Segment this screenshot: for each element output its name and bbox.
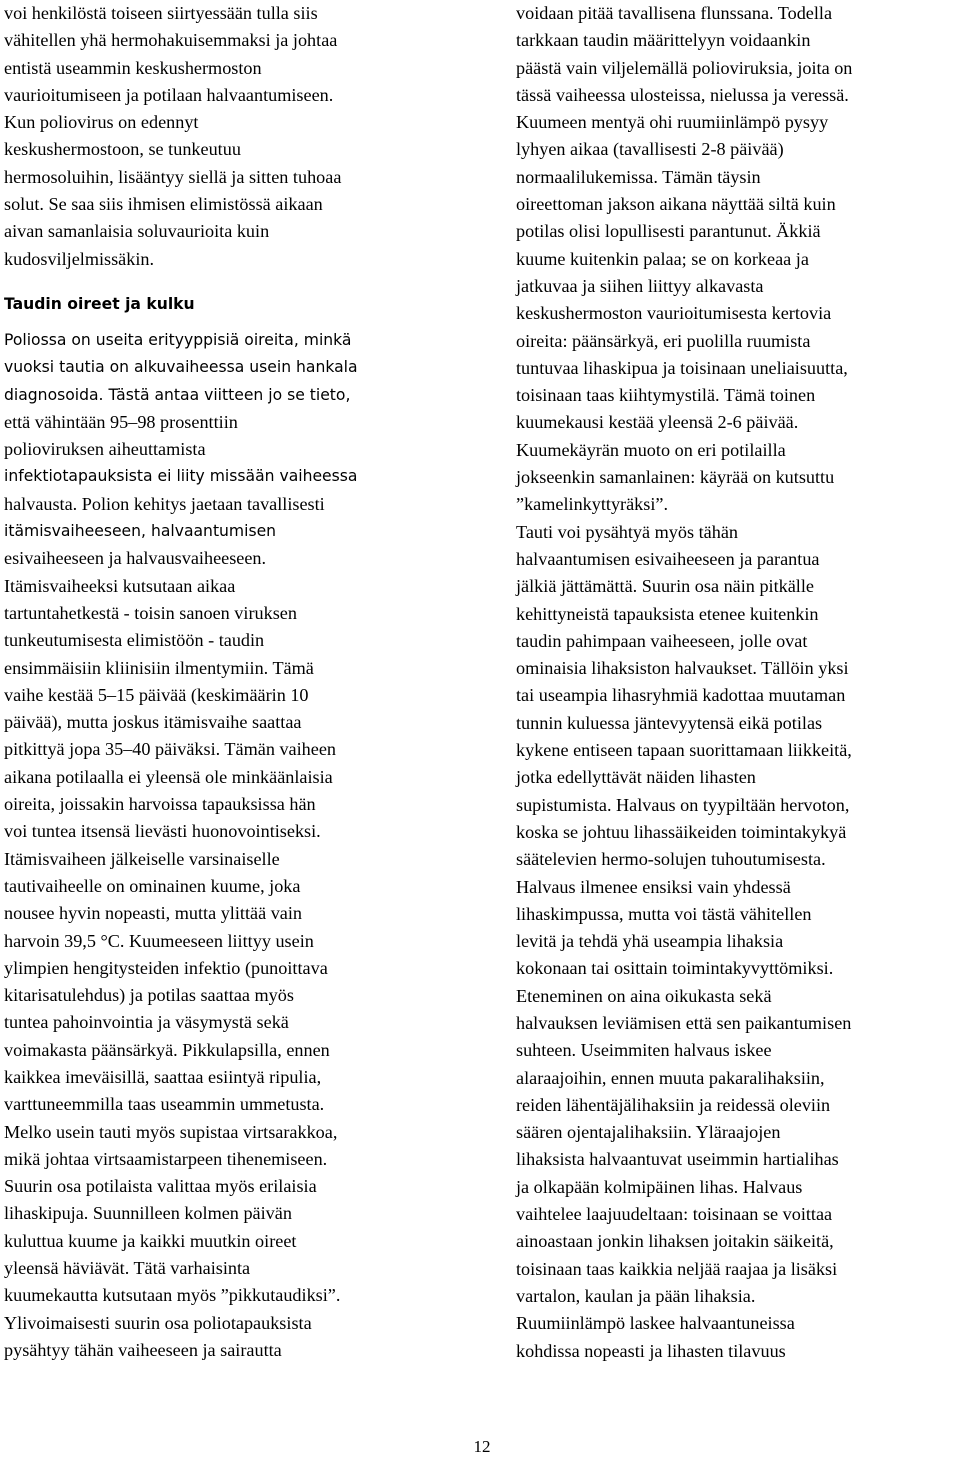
text-line: lihaksista halvaantuvat useimmin hartialihas [516,1149,839,1170]
text-line: voi henkilöstä toiseen siirtyessään tulla siis [4,3,318,23]
text-line: potilas olisi lopullisesti parantunut. Äkkiä [516,221,821,242]
text-line: kehittyneistä tapauksista etenee kuitenkin [516,603,819,624]
text-line: toisinaan taas kaikkia neljää raajaa ja lisäksi [516,1258,838,1279]
paragraph-incubation [4,573,444,1365]
text-line: tunkeutumisesta elimistöön - taudin [4,630,265,651]
text-line: aikana potilaalla ei yleensä ole minkäänlaisia [4,766,333,787]
text-line: että vähintään 95–98 prosenttiin [4,411,238,432]
text-line: tartuntahetkestä - toisin sanoen viruksen [4,602,297,623]
text-line: supistumista. Halvaus on tyypiltään hervoton, [516,794,850,815]
text-line: taudin pahimpaan vaiheeseen, jolle ovat [516,630,808,651]
text-line: harvoin 39,5 °C. Kuumeeseen liittyy usein [4,930,314,951]
text-line: yleensä häviävät. Tätä varhaisinta [4,1258,251,1279]
text-line: nousee hyvin nopeasti, mutta ylittää vain [4,903,303,924]
paragraph-intro [4,0,444,273]
text-line: voidaan pitää tavallisena flunssana. Todella [516,3,833,23]
text-line: toisinaan taas kiihtymystilä. Tämä toinen [516,385,816,406]
text-line: pitkittyä jopa 35–40 päiväksi. Tämän vaiheen [4,739,337,760]
text-line: tarkkaan taudin määrittelyyn voidaankin [516,30,811,51]
text-line: halvaantumisen esivaiheeseen ja parantua [516,548,820,569]
text-line: diagnosoida. Tästä antaa viitteen jo se tieto, [4,385,351,404]
text-line: jotka edellyttävät näiden lihasten [516,767,756,788]
text-line: keskushermostoon, se tunkeutuu [4,139,241,160]
text-line: entistä useammin keskushermoston [4,57,262,78]
text-line: koska se johtuu lihassäikeiden toimintakykyä [516,821,847,842]
text-line: vaurioitumiseen ja potilaan halvaantumiseen. [4,84,334,105]
text-line: Ylivoimaisesti suurin osa poliotapauksista [4,1312,312,1333]
text-line: lyhyen aikaa (tavallisesti 2-8 päivää) [516,139,784,160]
text-line: tässä vaiheessa ulosteissa, nielussa ja veressä. [516,84,849,105]
text-line: kaikkea imeväisillä, saattaa esiintyä ripulia, [4,1066,322,1087]
text-line: vaihtelee laajuudeltaan: toisinaan se voittaa [516,1204,833,1225]
text-line: Ruumiinlämpö laskee halvaantuneissa [516,1313,795,1334]
text-line: säären ojentajalihaksiin. Yläraajojen [516,1122,781,1143]
text-line: Melko usein tauti myös supistaa virtsarakkoa, [4,1121,338,1142]
text-line: itämisvaiheeseen, halvaantumisen [4,522,277,541]
text-line: voimakasta päänsärkyä. Pikkulapsilla, ennen [4,1039,330,1060]
text-line: Kuumekäyrän muoto on eri potilailla [516,439,786,460]
text-line: esivaiheeseen ja halvausvaiheeseen. [4,548,267,569]
text-line: ja olkapään kolmipäinen lihas. Halvaus [516,1176,803,1197]
text-line: kuumekautta kutsutaan myös ”pikkutaudiksi”. [4,1285,341,1306]
text-line: kykene entiseen tapaan suorittamaan liikkeitä, [516,740,852,761]
text-line: ainoastaan jonkin lihaksen joitakin säikeitä, [516,1231,834,1252]
text-line: alaraajoihin, ennen muuta pakaralihaksiin, [516,1067,825,1088]
text-line: vartalon, kaulan ja pään lihaksia. [516,1285,756,1306]
text-line: kohdissa nopeasti ja lihasten tilavuus [516,1340,786,1361]
text-line: Suurin osa potilaista valittaa myös erilaisia [4,1176,317,1197]
text-line: ylimpien hengitysteiden infektio (punoittava [4,957,328,978]
text-line: Poliossa on useita erityyppisiä oireita, minkä [4,330,352,349]
text-line: kuumekausi kestää yleensä 2-6 päivää. [516,412,799,433]
text-line: normaalilukemissa. Tämän täysin [516,166,761,187]
text-line: Halvaus ilmenee ensiksi vain yhdessä [516,876,791,897]
text-line: Itämisvaiheen jälkeiselle varsinaiselle [4,848,280,869]
text-line: vuoksi tautia on alkuvaiheessa usein hankala [4,358,358,377]
text-line: levitä ja tehdä yhä useampia lihaksia [516,931,784,952]
text-line: oireettoman jakson aikana näyttää siltä kuin [516,194,836,215]
text-line: säätelevien hermo-solujen tuhoutumisesta. [516,849,826,870]
text-line: Kuumeen mentyä ohi ruumiinlämpö pysyy [516,112,829,133]
text-line: tunnin kuluessa jäntevyytensä eikä potilas [516,712,823,733]
text-line: suhteen. Useimmiten halvaus iskee [516,1040,772,1061]
text-line: kitarisatulehdus) ja potilas saattaa myös [4,985,294,1006]
text-line: halvausta. Polion kehitys jaetaan tavallisesti [4,493,325,514]
text-line: lihaskimpussa, mutta voi tästä vähitellen [516,903,812,924]
text-line: jokseenkin samanlainen: käyrää on kutsuttu [516,467,835,488]
text-line: Eteneminen on aina oikukasta sekä [516,985,772,1006]
text-line: aivan samanlaisia soluvaurioita kuin [4,221,270,242]
text-line: oireita: päänsärkyä, eri puolilla ruumista [516,330,811,351]
section-heading: Taudin oireet ja kulku [4,294,195,313]
text-line: kuume kuitenkin palaa; se on korkeaa ja [516,248,809,269]
text-line: jälkiä jättämättä. Suurin osa näin pitkälle [516,576,814,597]
text-line: vähitellen yhä hermohakuisemmaksi ja johtaa [4,30,338,51]
text-line: Kun poliovirus on edennyt [4,112,199,133]
text-line: Itämisvaiheeksi kutsutaan aikaa [4,575,236,596]
text-line: reiden lähentäjälihaksiin ja reidessä oleviin [516,1094,831,1115]
text-line: päivää), mutta joskus itämisvaihe saattaa [4,712,302,733]
text-line: tautivaiheelle on ominainen kuume, joka [4,875,301,896]
text-line: pysähtyy tähän vaiheeseen ja sairautta [4,1339,282,1360]
text-line: voi tuntea itsensä lievästi huonovointiseksi. [4,821,321,842]
text-line: mikä johtaa virtsaamistarpeen tihenemiseen. [4,1148,328,1169]
text-line: kudosviljelmissäkin. [4,248,155,269]
text-line: tai useampia lihasryhmiä kadottaa muutaman [516,685,846,706]
text-line: lihaskipuja. Suunnilleen kolmen päivän [4,1203,292,1224]
text-line: ”kamelinkyttyräksi”. [516,494,669,515]
text-line: halvauksen leviämisen että sen paikantumisen [516,1012,852,1033]
text-line: vaihe kestää 5–15 päivää (keskimäärin 10 [4,684,309,705]
text-line: jatkuvaa ja siihen liittyy alkavasta [516,275,764,296]
text-line: solut. Se saa siis ihmisen elimistössä aikaan [4,194,323,215]
text-line: keskushermoston vaurioitumisesta kertovia [516,303,832,324]
page-number: 12 [473,1437,491,1456]
text-line: ensimmäisiin kliinisiin ilmentymiin. Tämä [4,657,314,678]
right-column [516,0,956,1365]
text-line: kokonaan tai osittain toimintakyvyttömiksi. [516,958,834,979]
text-line: päästä vain viljelemällä polioviruksia, joita on [516,57,853,78]
text-line: polioviruksen aiheuttamista [4,439,206,460]
text-line: infektiotapauksista ei liity missään vaiheessa [4,467,358,486]
text-line: Tauti voi pysähtyä myös tähän [516,521,738,542]
paragraph-symptoms [4,327,444,573]
text-line: varttuneemmilla taas useammin ummetusta. [4,1094,325,1115]
left-column [4,0,444,1364]
text-line: hermosoluihin, lisääntyy siellä ja sitten tuhoaa [4,166,342,187]
text-line: ominaisia lihaksiston halvaukset. Tällöin yksi [516,658,849,679]
text-line: tuntuvaa lihaskipua ja toisinaan uneliaisuutta, [516,357,848,378]
text-line: kuluttua kuume ja kaikki muutkin oireet [4,1230,297,1251]
text-line: tuntea pahoinvointia ja väsymystä sekä [4,1012,289,1033]
text-line: oireita, joissakin harvoissa tapauksissa hän [4,794,316,815]
